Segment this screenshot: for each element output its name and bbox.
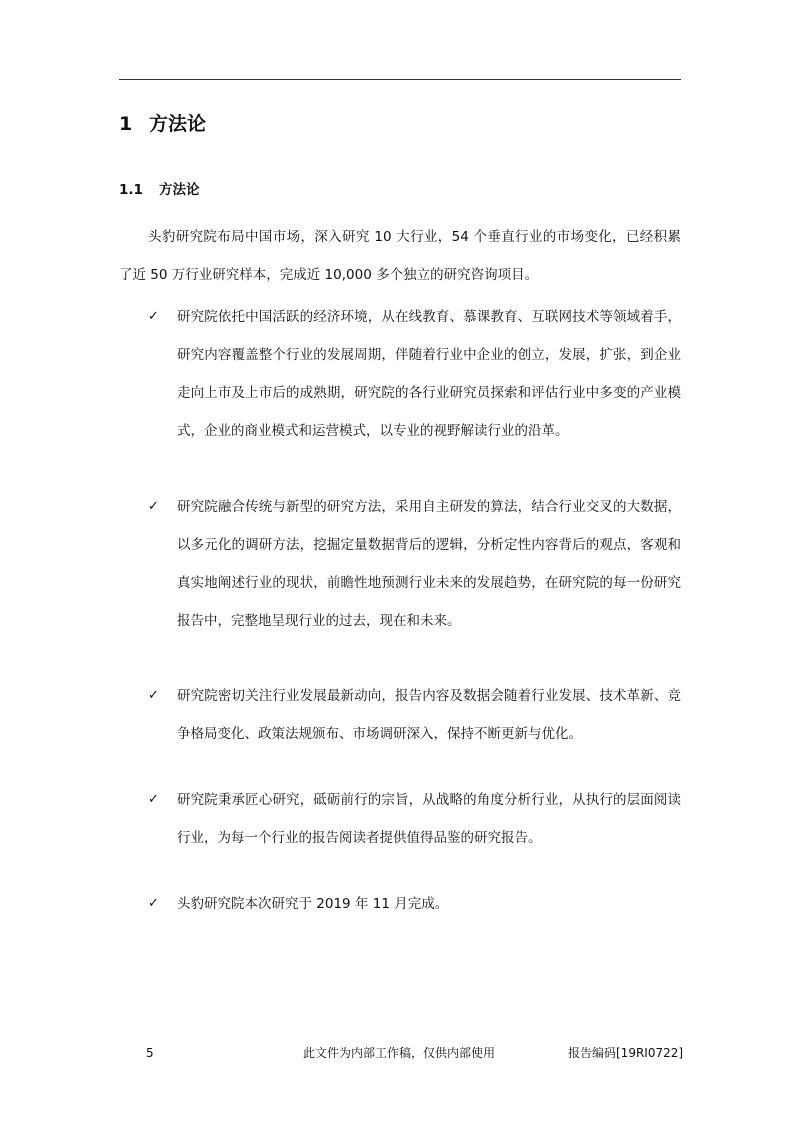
checkmark-icon: ✓: [148, 499, 159, 514]
report-code: 报告编码[19RI0722]: [568, 1046, 684, 1060]
checkmark-icon: ✓: [148, 792, 159, 807]
bullet-item: [148, 885, 681, 923]
subsection-number: 1.1: [119, 182, 143, 198]
checkmark-icon: ✓: [148, 688, 159, 703]
page-number: 5: [146, 1046, 154, 1060]
bullet-text: 研究院密切关注行业发展最新动向，报告内容及数据会随着行业发展、技术革新、竞争格局变化、政策法规颁布、市场调研深入，保持不断更新与优化。: [177, 688, 681, 742]
checkmark-icon: ✓: [148, 309, 159, 324]
bullet-item: [148, 488, 681, 640]
header-rule: [119, 79, 681, 80]
intro-paragraph: 头豹研究院布局中国市场，深入研究 10 大行业，54 个垂直行业的市场变化，已经积累了近 50 万行业研究样本，完成近 10,000 多个独立的研究咨询项目。: [119, 229, 681, 283]
bullet-item: [148, 298, 681, 450]
subsection-heading: [119, 180, 200, 200]
bullet-text: 研究院融合传统与新型的研究方法，采用自主研发的算法，结合行业交叉的大数据，以多元化的调研方法，挖掘定量数据背后的逻辑，分析定性内容背后的观点，客观和真实地阐述行业的现状，前瞻性地预测行业未来的发展趋势，在研究院的每一份研究报告中，完整地呈现行业的过去，现在和未来。: [177, 499, 681, 629]
footer-note: 此文件为内部工作稿，仅供内部使用: [303, 1046, 496, 1060]
section-title: 方法论: [149, 113, 207, 135]
section-heading: [119, 110, 206, 138]
bullet-text: 头豹研究院本次研究于 2019 年 11 月完成。: [177, 896, 449, 912]
bullet-text: 研究院秉承匠心研究，砥砺前行的宗旨，从战略的角度分析行业，从执行的层面阅读行业，为每一个行业的报告阅读者提供值得品鉴的研究报告。: [177, 792, 681, 846]
checkmark-icon: ✓: [148, 896, 159, 911]
bullet-item: [148, 677, 681, 753]
bullet-text: 研究院依托中国活跃的经济环境，从在线教育、慕课教育、互联网技术等领域着手，研究内容覆盖整个行业的发展周期，伴随着行业中企业的创立，发展，扩张，到企业走向上市及上市后的成熟期，研究院的各行业研究员探索和评估行业中多变的产业模式，企业的商业模式和运营模式，以专业的视野解读行业的沿革。: [177, 309, 681, 439]
bullet-item: [148, 781, 681, 857]
section-number: 1: [119, 113, 133, 135]
subsection-title: 方法论: [159, 182, 200, 198]
